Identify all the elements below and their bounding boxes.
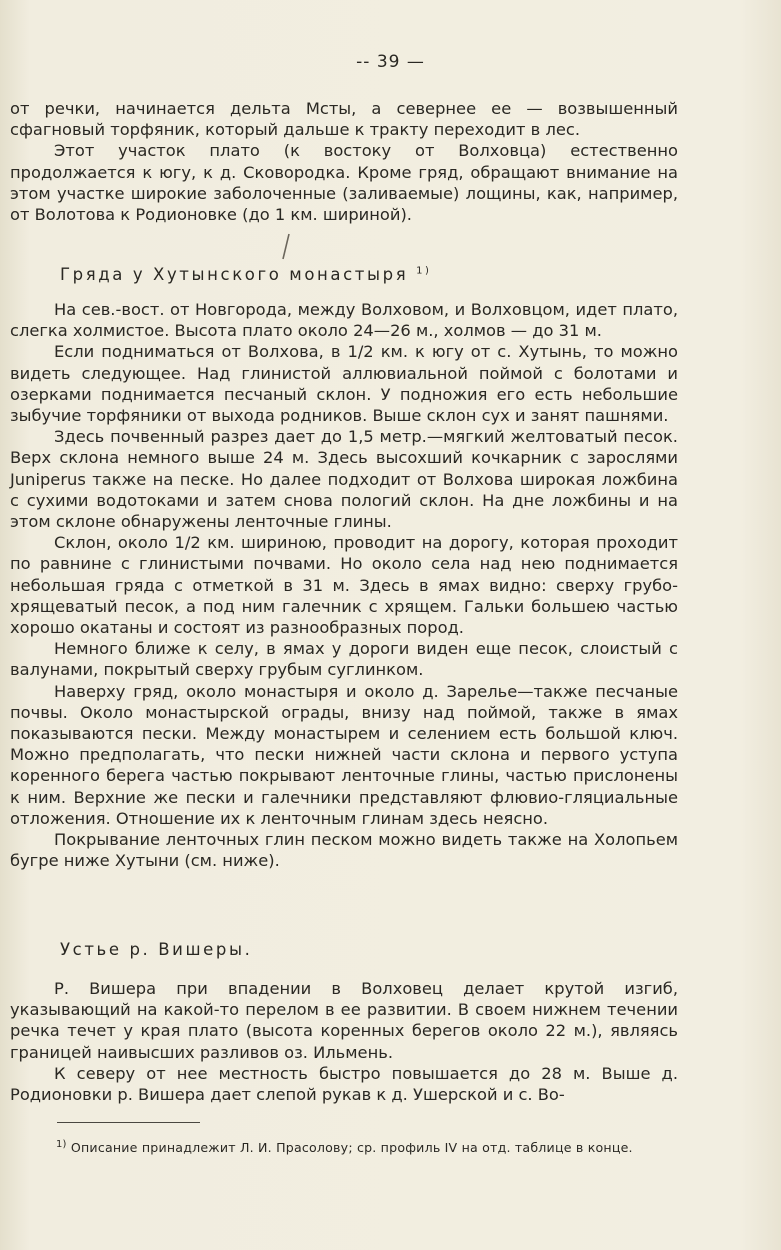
paragraph: Р. Вишера при впадении в Волховец делает крутой изгиб, указывающий на какой-то перелом в ее развитии. В своем нижнем течении речка течет у края плато (высота коренных берегов около 22 м.), являясь границей наивысших разливов оз. Ильмень. (10, 979, 678, 1062)
paragraph: К северу от нее местность быстро повышается до 28 м. Выше д. Родионовки р. Вишера дает слепой рукав к д. Ушерской и с. Во- (10, 1063, 678, 1105)
footnote-divider (57, 1122, 200, 1123)
section-heading-vishera (60, 940, 252, 959)
intro-text (10, 98, 678, 225)
paragraph: Если подниматься от Волхова, в 1/2 км. к югу от с. Хутынь, то можно видеть следующее. Над глинистой аллювиальной поймой с болотами и озерками поднимается песчаный склон. У подножия его есть небольшие зыбучие торфяники от выхода родников. Выше склон сух и занят пашнями. (10, 342, 678, 426)
paragraph: Наверху гряд, около монастыря и около д. Зарелье—также песчаные почвы. Около монастырской ограды, внизу над поймой, также в ямах показываются пески. Между монастырем и селением есть большой ключ. Можно предполагать, что пески нижней части склона и первого уступа коренного берега частью покрывают ленточные глины, частью прислонены к ним. Верхние же пески и галечники представляют флювио-гляциальные отложения. Отношение их к ленточным глинам здесь неясно. (10, 681, 678, 828)
paragraph: Здесь почвенный разрез дает до 1,5 метр.—мягкий желтоватый песок. Верх склона немного выше 24 м. Здесь высохший кочкарник с зарослями Juniperus также на песке. Но далее подходит от Волхова широкая ложбина с сухими водотоками и затем снова пологий склон. На дне ложбины и на этом склоне обнаружены ленточные глины. (10, 427, 678, 532)
footnote-text: Описание принадлежит Л. И. Прасолову; ср. профиль IV на отд. таблице в конце. (70, 1140, 633, 1155)
section-heading-khutyn (60, 265, 432, 284)
ink-mark (280, 232, 292, 262)
paragraph: На сев.-вост. от Новгорода, между Волховом, и Волховцом, идет плато, слегка холмистое. Высота плато около 24—26 м., холмов — до 31 м. (10, 300, 678, 341)
page-number: -- 39 — (356, 52, 425, 72)
footnote-ref: 1) (416, 265, 432, 277)
paragraph: Покрывание ленточных глин песком можно видеть также на Холопьем бугре ниже Хутыни (см. ниже). (10, 830, 678, 871)
paragraph: Этот участок плато (к востоку от Волховца) естественно продолжается к югу, к д. Сковородка. Кроме гряд, обращают внимание на этом участке широкие заболоченные (заливаемые) лощины, как, например, от Волотова к Родионовке (до 1 км. шириной). (10, 141, 678, 225)
footnote-marker: 1) (56, 1138, 67, 1150)
section-body-khutyn (10, 299, 678, 871)
section-heading-text: Устье р. Вишеры. (60, 940, 253, 959)
paragraph: Склон, около 1/2 км. шириною, проводит на дорогу, которая проходит по равнине с глинистыми почвами. Но около села над нею поднимается небольшая гряда с отметкой в 31 м. Здесь в ямах видно: сверху грубо-хрящеватый песок, а под ним галечник с хрящем. Гальки большею частью хорошо окатаны и состоят из разнообразных пород. (10, 533, 678, 638)
section-heading-text: Гряда у Хутынского монастыря (60, 265, 409, 284)
paragraph: Немного ближе к селу, в ямах у дороги виден еще песок, слоистый с валунами, покрытый сверху грубым суглинком. (10, 639, 678, 680)
footnote (56, 1140, 696, 1155)
section-body-vishera (10, 978, 678, 1105)
paragraph: от речки, начинается дельта Мсты, а севернее ее — возвышенный сфагновый торфяник, который дальше к тракту переходит в лес. (10, 99, 678, 140)
